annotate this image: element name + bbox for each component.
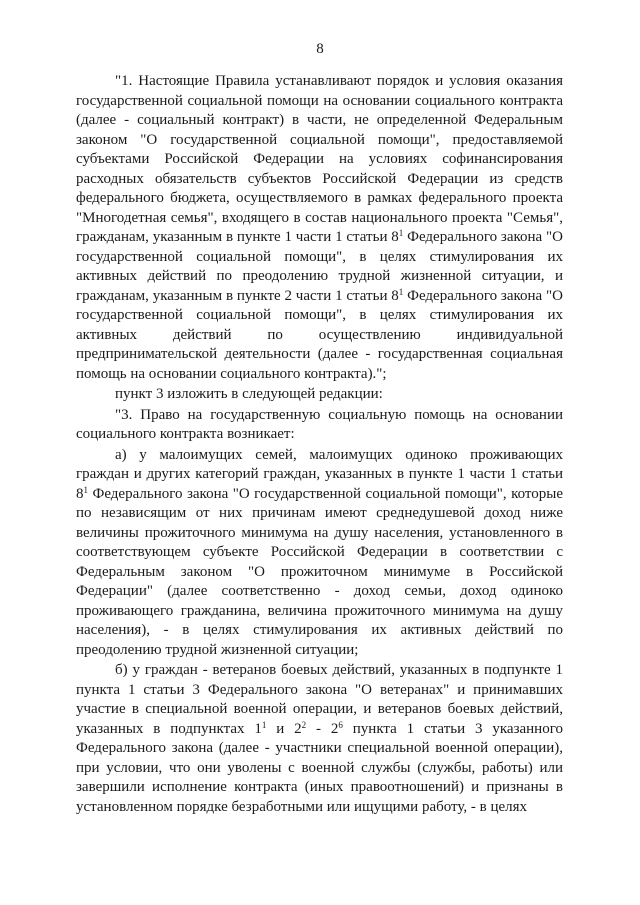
paragraph — [76, 661, 563, 817]
text-run: и 2 — [266, 720, 302, 737]
text-run: "3. Право на государственную социальную помощь на основании социального контракта возникает: — [76, 406, 563, 442]
text-run: "1. Настоящие Правила устанавливают порядок и условия оказания государственной социальной помощи на основании социального контракта (далее - социальный контракт) в части, не определенной Федеральным законом "О государственной социальной помощи", предоставляемой субъектами Российской Федерации на условиях софинансирования расходных обязательств субъектов Российской Федерации из средств федерального бюджета, осуществляемого в рамках федерального проекта "Многодетная семья", входящего в состав национального проекта "Семья", гражданам, указанным в пункте 1 части 1 статьи 8 — [76, 73, 563, 245]
document-body — [76, 72, 563, 817]
text-run: - 2 — [306, 720, 339, 737]
text-run: Федерального закона "О государственной социальной помощи", в целях стимулирования их активных действий по преодолению трудной жизненной ситуации, и гражданам, указанным в пункте 2 части 1 статьи 8 — [76, 229, 563, 304]
superscript: 1 — [398, 286, 404, 297]
text-run: а) у малоимущих семей, малоимущих одиноко проживающих граждан и других категорий граждан, указанных в пункте 1 части 1 статьи 8 — [76, 446, 563, 502]
text-run: пункт 3 изложить в следующей редакции: — [115, 386, 383, 402]
superscript: 2 — [301, 719, 307, 730]
superscript: 6 — [338, 719, 343, 730]
text-run: Федерального закона "О государственной социальной помощи", которые по независящим от них причинам имеют среднедушевой доход ниже величины прожиточного минимума на душу населения, установленного в соответствующем субъекте Российской Федерации в соответствии с Федеральным законом "О прожиточном минимуме в Российской Федерации" (далее соответственно - доход семьи, доход одиноко проживающего гражданина, величина прожиточного минимума на душу населения), - в целях стимулирования их активных действий по преодолению трудной жизненной ситуации; — [76, 485, 563, 658]
paragraph — [76, 406, 563, 445]
text-run: Федерального закона "О государственной социальной помощи", в целях стимулирования их активных действий по осуществлению индивидуальной предпринимательской деятельности (далее - государственная социальная помощь на основании социального контракта)."; — [76, 287, 563, 382]
text-run: пункта 1 статьи 3 указанного Федерального закона (далее - участники специальной военной операции), при условии, что они уволены с военной службы (службы, работы) или завершили исполнение контракта (иных правоотношений) и признаны в установленном порядке безработными или ищущими работу, - в целях — [76, 720, 563, 815]
text-run: б) у граждан - ветеранов боевых действий, указанных в подпункте 1 пункта 1 статьи 3 Федерального закона "О ветеранах" и принимавших участие в специальной военной операции, и ветеранов боевых действий, указанных в подпунктах 1 — [76, 662, 563, 737]
paragraph — [76, 385, 563, 405]
paragraph — [76, 446, 563, 661]
superscript: 1 — [83, 484, 88, 495]
page-number: 8 — [316, 41, 324, 57]
superscript: 1 — [398, 228, 404, 238]
superscript: 1 — [261, 719, 267, 730]
paragraph — [76, 72, 563, 384]
